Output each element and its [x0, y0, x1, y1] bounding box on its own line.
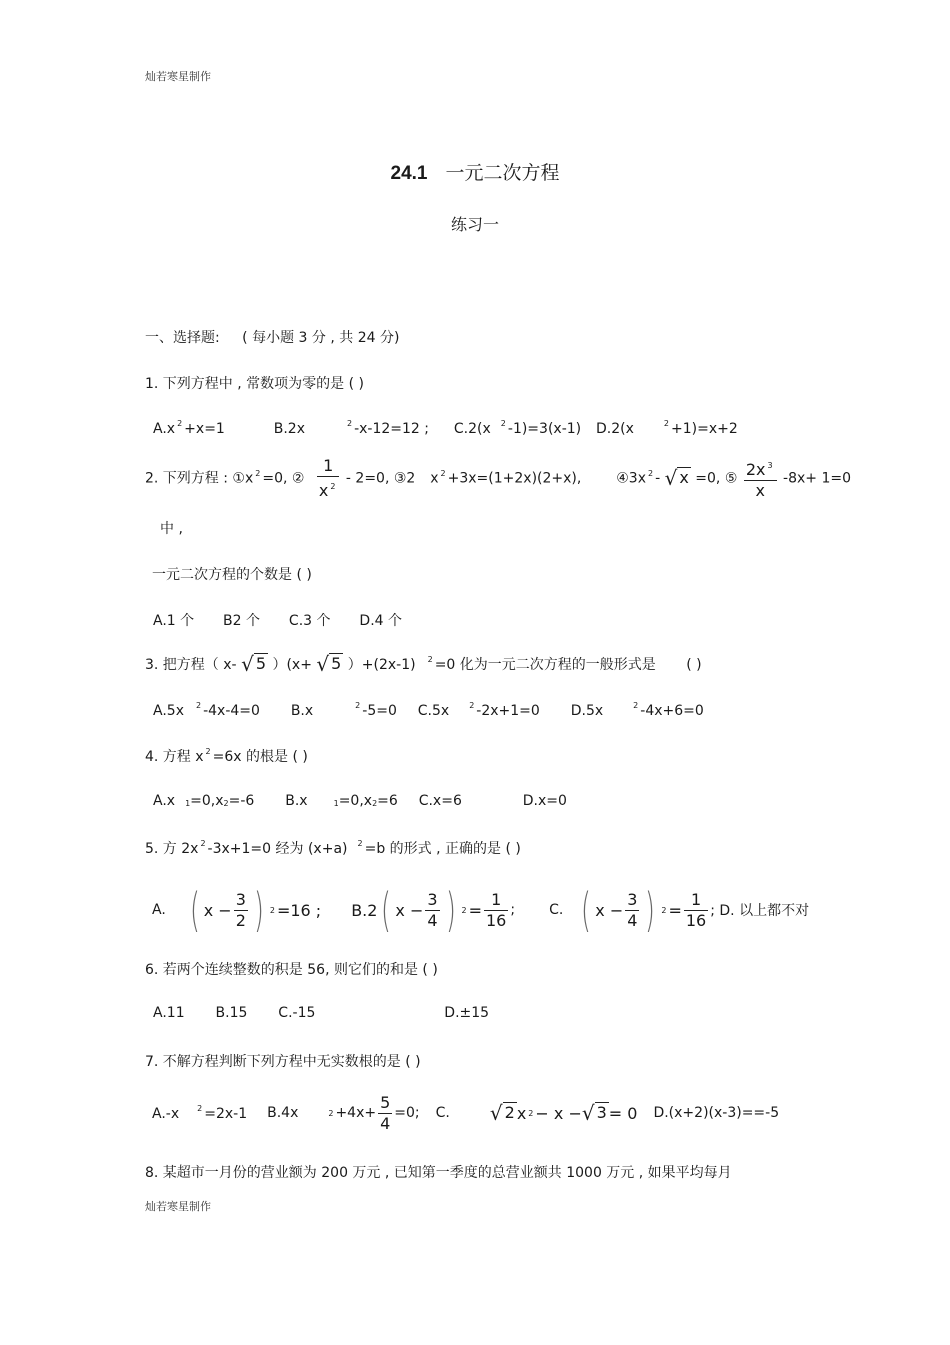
q6-option-d: D.±15 — [444, 1005, 490, 1021]
q2-option-a: A.1 个 — [153, 613, 195, 629]
q5-stem: 5. 方 2x $^2$ -3x+1=0 经为 (x+a) $^2$ =b 的形式 , 正确的是 ( ) — [145, 839, 521, 857]
page-footer: 灿若寒星制作 — [145, 1200, 211, 1213]
q3-option-a: A.5x $^2$ -4x-4=0 — [153, 701, 260, 719]
q3-sqrt-1: √ 5 — [241, 652, 266, 676]
q2-option-b: B2 个 — [223, 613, 261, 629]
q6-option-b: B.15 — [215, 1005, 248, 1021]
q7-option-c: C. √ 2 x 2 − x − √ 3 = 0 — [435, 1101, 638, 1125]
section-heading — [145, 327, 399, 347]
q7-option-b: B.4x 2 +4x+ $\frac{5}{4}$ =0; — [267, 1092, 420, 1133]
q5-option-a: A. ( x − $\frac{3}{2}$ ) 2 =16 ; — [152, 883, 322, 937]
q3-option-c: C.5x $^2$ -2x+1=0 — [417, 701, 540, 719]
q2-stem: 2. 下列方程 : ①x $^2$ =0, ② $\frac{1}{x ^2}$ - 2=0, ③2 x $^2$ +3x=(1+2x)(2+x), ④3x $^2$ - √ x =0, ⑤ $\frac{2x ^3}{x}$ -8x+ 1=0 — [145, 456, 852, 500]
q2-option-d: D.4 个 — [359, 613, 403, 629]
q4-options — [153, 793, 567, 809]
q2-fraction-2: $\frac{2x ^3}{x}$ — [744, 456, 777, 501]
section-label: 一、选择题: — [145, 330, 220, 346]
q3-options — [153, 701, 704, 719]
title-text: 一元二次方程 — [445, 162, 560, 184]
q6-option-a: A.11 — [153, 1005, 185, 1021]
q7-option-d: D.(x+2)(x-3)==-5 — [653, 1105, 780, 1121]
q1-option-a: A.x $^2$ +x=1 — [153, 419, 225, 437]
q4-stem: 4. 方程 x $^2$ =6x 的根是 ( ) — [145, 747, 308, 765]
q2-fraction-1: $\frac{1}{x ^2}$ — [317, 456, 340, 501]
page-header: 灿若寒星制作 — [145, 70, 211, 83]
q2-continuation: 中 , — [160, 521, 183, 537]
q1-option-b: B.2x $^2$ -x-12=12 ; — [273, 419, 429, 437]
q7-option-a: A.-x $^2$ =2x-1 — [152, 1104, 248, 1122]
q6-option-c: C.-15 — [278, 1005, 316, 1021]
page-title — [0, 158, 950, 185]
q3-sqrt-2: √ 5 — [316, 652, 342, 676]
q4-option-a: A.x $_1=0,x_2=-6$ — [153, 793, 255, 809]
q7-stem: 7. 不解方程判断下列方程中无实数根的是 ( ) — [145, 1054, 421, 1070]
q1-option-c: C.2(x $^2$ -1)=3(x-1) — [453, 419, 582, 437]
q7-options — [152, 1090, 779, 1136]
q5-options — [152, 880, 809, 940]
q3-stem: 3. 把方程（ x- √ 5 ）(x+ √ 5 ）+(2x-1) $^2$ =0 化为一元二次方程的一般形式是 ( ) — [145, 652, 702, 676]
q5-option-b: B.2 ( x − $\frac{3}{4}$ ) 2 = $\frac{1}{16}$ ; — [351, 883, 516, 937]
q2-options — [153, 610, 402, 630]
q2-stem-2: 一元二次方程的个数是 ( ) — [152, 567, 312, 583]
q2-option-c: C.3 个 — [288, 613, 331, 629]
exercise-subtitle: 练习一 — [450, 215, 499, 234]
q1-options — [153, 419, 738, 437]
q4-option-d: D.x=0 — [522, 793, 567, 809]
q4-option-b: B.x $_1=0,x_2=6$ — [285, 793, 398, 809]
q8-stem: 8. 某超市一月份的营业额为 200 万元 , 已知第一季度的总营业额共 1000 万元 , 如果平均每月 — [145, 1165, 732, 1181]
q2-sqrt: √ x — [664, 465, 689, 490]
section-note: ( 每小题 3 分 , 共 24 分) — [242, 330, 400, 346]
q3-option-b: B.x $^2$ -5=0 — [290, 701, 397, 719]
q6-stem: 6. 若两个连续整数的积是 56, 则它们的和是 ( ) — [145, 962, 438, 978]
q1-stem: 1. 下列方程中 , 常数项为零的是 ( ) — [145, 376, 364, 392]
section-number: 24.1 — [390, 163, 428, 184]
q1-option-d: D.2(x $^2$ +1)=x+2 — [596, 419, 738, 437]
q5-option-c: C. ( x − $\frac{3}{4}$ ) 2 = $\frac{1}{16}$ ; D. 以上都不对 — [549, 883, 810, 937]
q4-option-c: C.x=6 — [418, 793, 462, 809]
q6-options — [153, 1005, 489, 1021]
q3-option-d: D.5x $^2$ -4x+6=0 — [570, 701, 704, 719]
